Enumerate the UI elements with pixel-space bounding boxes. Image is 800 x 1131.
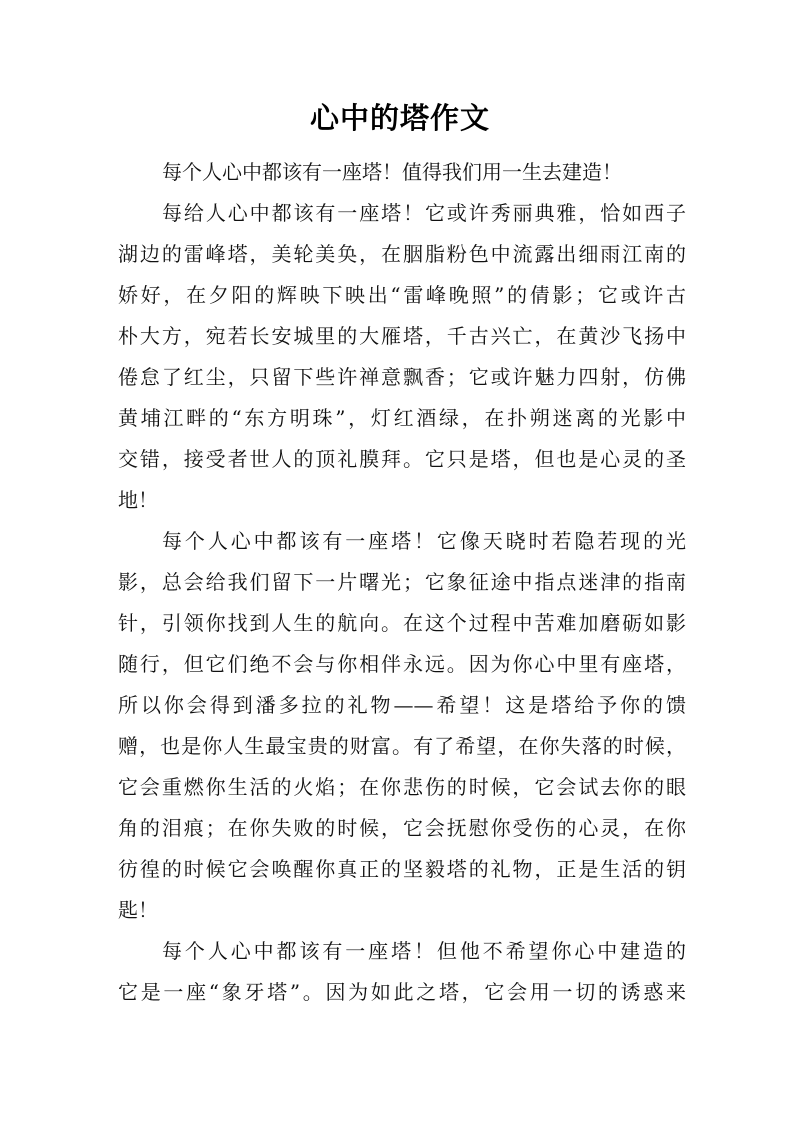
paragraph-3-line-3: 针，引领你找到人生的航向。在这个过程中苦难加磨砺如影 xyxy=(118,611,686,635)
paragraph-4-line-1: 每个人心中都该有一座塔！但他不希望你心中建造的 xyxy=(162,939,686,963)
paragraph-3-line-7: 它会重燃你生活的火焰；在你悲伤的时候，它会试去你的眼 xyxy=(118,775,686,799)
paragraph-2-line-3: 娇好，在夕阳的辉映下映出“雷峰晚照”的倩影；它或许古 xyxy=(118,283,686,307)
paragraph-3-line-4: 随行，但它们绝不会与你相伴永远。因为你心中里有座塔， xyxy=(118,652,686,676)
paragraph-3-line-10: 匙！ xyxy=(118,898,158,922)
paragraph-3-line-6: 赠，也是你人生最宝贵的财富。有了希望，在你失落的时候， xyxy=(118,734,686,758)
paragraph-3-line-2: 影，总会给我们留下一片曙光；它象征途中指点迷津的指南 xyxy=(118,570,686,594)
paragraph-3-line-9: 彷徨的时候它会唤醒你真正的坚毅塔的礼物，正是生活的钥 xyxy=(118,857,686,881)
paragraph-2-line-5: 倦怠了红尘，只留下些许禅意飘香；它或许魅力四射，仿佛 xyxy=(118,365,686,389)
paragraph-2-line-8: 地！ xyxy=(118,488,158,512)
paragraph-2-line-7: 交错，接受者世人的顶礼膜拜。它只是塔，但也是心灵的圣 xyxy=(118,447,686,471)
paragraph-4-line-2: 它是一座“象牙塔”。因为如此之塔，它会用一切的诱惑来 xyxy=(118,980,686,1004)
paragraph-3-line-8: 角的泪痕；在你失败的时候，它会抚慰你受伤的心灵，在你 xyxy=(118,816,686,840)
paragraph-1-line-1: 每个人心中都该有一座塔！值得我们用一生去建造！ xyxy=(162,160,622,184)
paragraph-2-line-4: 朴大方，宛若长安城里的大雁塔，千古兴亡，在黄沙飞扬中 xyxy=(118,324,686,348)
paragraph-3-line-1: 每个人心中都该有一座塔！它像天晓时若隐若现的光 xyxy=(162,529,686,553)
paragraph-2-line-6: 黄埔江畔的“东方明珠”，灯红酒绿，在扑朔迷离的光影中 xyxy=(118,406,686,430)
document-body xyxy=(118,152,686,1013)
paragraph-3-line-5: 所以你会得到潘多拉的礼物——希望！这是塔给予你的馈 xyxy=(118,693,686,717)
paragraph-2-line-2: 湖边的雷峰塔，美轮美奂，在胭脂粉色中流露出细雨江南的 xyxy=(118,242,686,266)
paragraph-2-line-1: 每给人心中都该有一座塔！它或许秀丽典雅，恰如西子 xyxy=(162,201,686,225)
document-title: 心中的塔作文 xyxy=(309,101,490,135)
